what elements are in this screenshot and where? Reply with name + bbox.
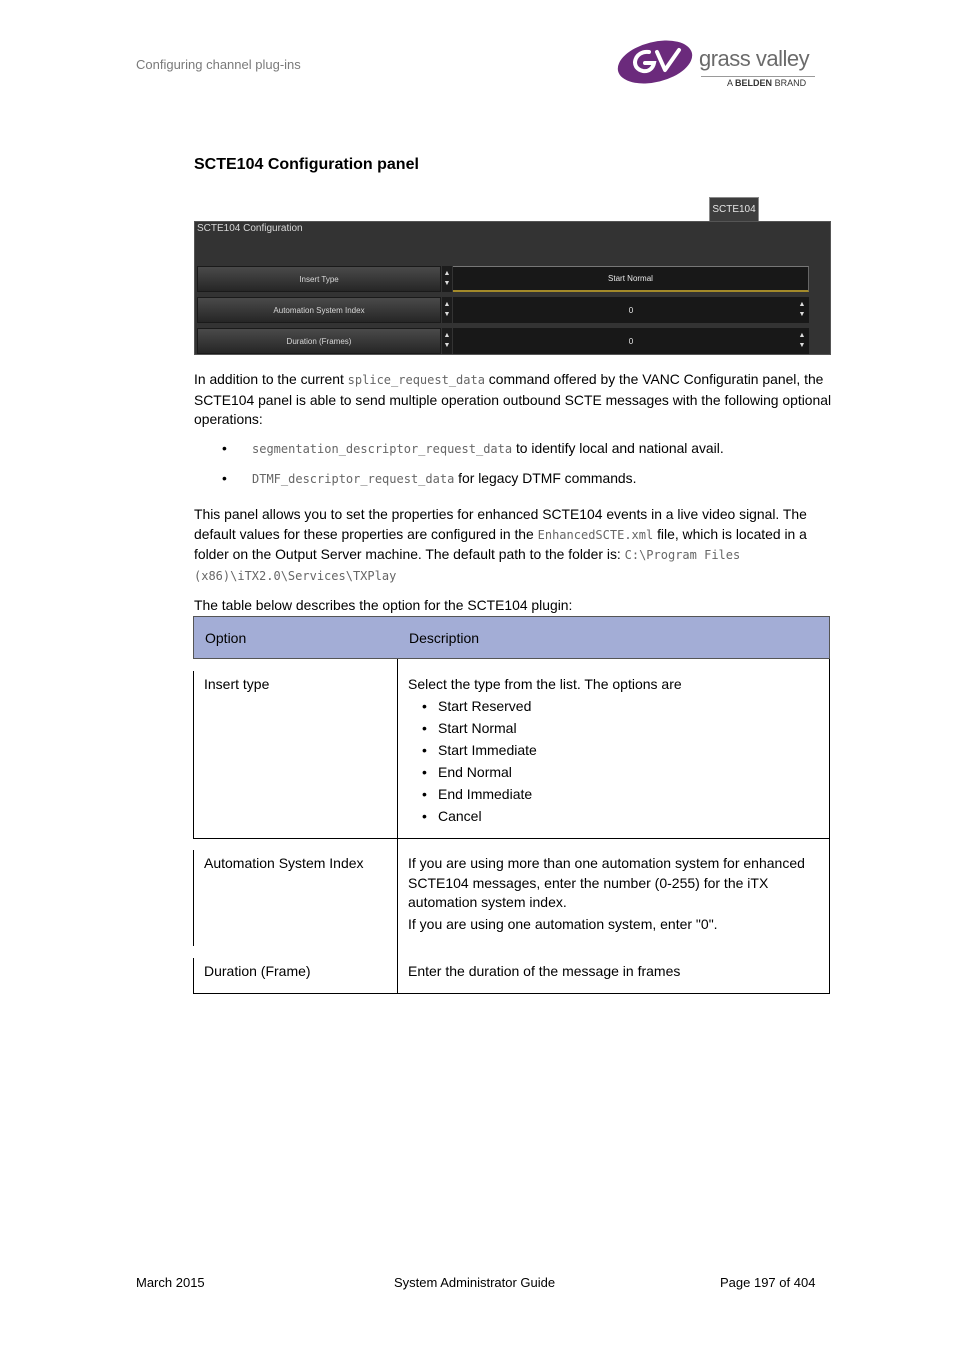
table-border-bottom <box>193 993 830 994</box>
option-insert-type: Insert type <box>204 676 270 692</box>
duration-input[interactable]: 0 ▲ ▼ <box>453 328 809 354</box>
list-item: • segmentation_descriptor_request_data to identify local and national avail. <box>222 440 724 456</box>
duration-stepper[interactable] <box>797 328 807 354</box>
spin-down-icon: ▼ <box>443 311 451 318</box>
column-divider <box>397 659 398 993</box>
footer-guide-title: System Administrator Guide <box>394 1275 556 1290</box>
step-down-icon: ▼ <box>798 311 806 318</box>
automation-index-label: Automation System Index <box>197 297 441 323</box>
spin-down-icon: ▼ <box>443 342 451 349</box>
step-down-icon: ▼ <box>798 342 806 349</box>
running-header: Configuring channel plug-ins <box>136 57 301 72</box>
header-option: Option <box>205 630 247 646</box>
logo-tagline: A BELDEN BRAND <box>727 78 807 88</box>
footer-page-number: Page 197 of 404 <box>720 1275 816 1290</box>
automation-index-input[interactable]: 0 ▲ ▼ <box>453 297 809 323</box>
insert-type-spinner[interactable] <box>442 266 452 292</box>
table-intro: The table below describes the option for the SCTE104 plugin: <box>194 597 573 613</box>
table-border-right <box>829 659 830 993</box>
description-automation-index: If you are using more than one automation system for enhanced SCTE104 messages, enter the number (0-255) for the iTX automation system index. If you are using one automation system, enter "0". <box>408 855 805 932</box>
duration-spinner[interactable] <box>442 328 452 354</box>
bullet-icon: • <box>222 440 227 456</box>
description-paragraph: This panel allows you to set the properties for enhanced SCTE104 events in a live video signal. The default values for these properties are configured in the EnhancedSCTE.xml file, which is located in a folder on the Output Server machine. The default path to the folder is: C:\Program Files (x86)\iTX2.0\Services\TXPlay <box>194 506 807 583</box>
list-item: • End Normal <box>408 761 818 783</box>
scte104-config-panel <box>194 221 831 355</box>
description-duration: Enter the duration of the message in frames <box>408 963 681 979</box>
header-description: Description <box>409 630 480 646</box>
automation-index-row <box>197 297 811 323</box>
automation-index-spinner[interactable] <box>442 297 452 323</box>
insert-type-row <box>197 266 811 292</box>
table-border-left <box>193 958 194 993</box>
spin-up-icon: ▲ <box>443 301 451 308</box>
option-automation-index: Automation System Index <box>204 855 364 871</box>
insert-type-label: Insert Type <box>197 266 441 292</box>
duration-row <box>197 328 811 354</box>
list-item: • Start Immediate <box>408 739 818 761</box>
insert-type-options <box>408 695 818 827</box>
row-divider <box>193 838 830 839</box>
description-insert-type: Select the type from the list. The options are • Start Reserved • Start Normal • Start Immediate • End Normal • End Immediate • Cancel <box>408 675 818 827</box>
table-border-left <box>193 671 194 838</box>
step-up-icon: ▲ <box>798 332 806 339</box>
list-item: • End Immediate <box>408 783 818 805</box>
automation-index-stepper[interactable] <box>797 297 807 323</box>
footer-date: March 2015 <box>136 1275 205 1290</box>
spin-up-icon: ▲ <box>443 332 451 339</box>
spin-up-icon: ▲ <box>443 270 451 277</box>
section-title: SCTE104 Configuration panel <box>194 156 419 173</box>
step-up-icon: ▲ <box>798 301 806 308</box>
list-item: • Start Normal <box>408 717 818 739</box>
option-duration: Duration (Frame) <box>204 963 311 979</box>
logo-wordmark: grass valley <box>699 46 810 71</box>
grass-valley-logo <box>615 36 820 94</box>
table-header <box>193 616 830 659</box>
duration-label: Duration (Frames) <box>197 328 441 354</box>
logo-divider <box>701 76 815 77</box>
tab-scte104[interactable]: SCTE104 <box>709 197 759 221</box>
list-item: • Cancel <box>408 805 818 827</box>
insert-type-select[interactable]: Start Normal <box>453 266 809 292</box>
panel-title: SCTE104 Configuration <box>197 223 303 234</box>
list-item: • Start Reserved <box>408 695 818 717</box>
gv-emblem-icon <box>615 38 699 86</box>
intro-paragraph: In addition to the current splice_request_data command offered by the VANC Configuratin panel, the SCTE104 panel is able to send multiple operation outbound SCTE messages with the following optional operations: <box>194 371 832 427</box>
table-border-left <box>193 850 194 946</box>
bullet-icon: • <box>222 470 227 486</box>
list-item: • DTMF_descriptor_request_data for legacy DTMF commands. <box>222 470 637 486</box>
spin-down-icon: ▼ <box>443 280 451 287</box>
